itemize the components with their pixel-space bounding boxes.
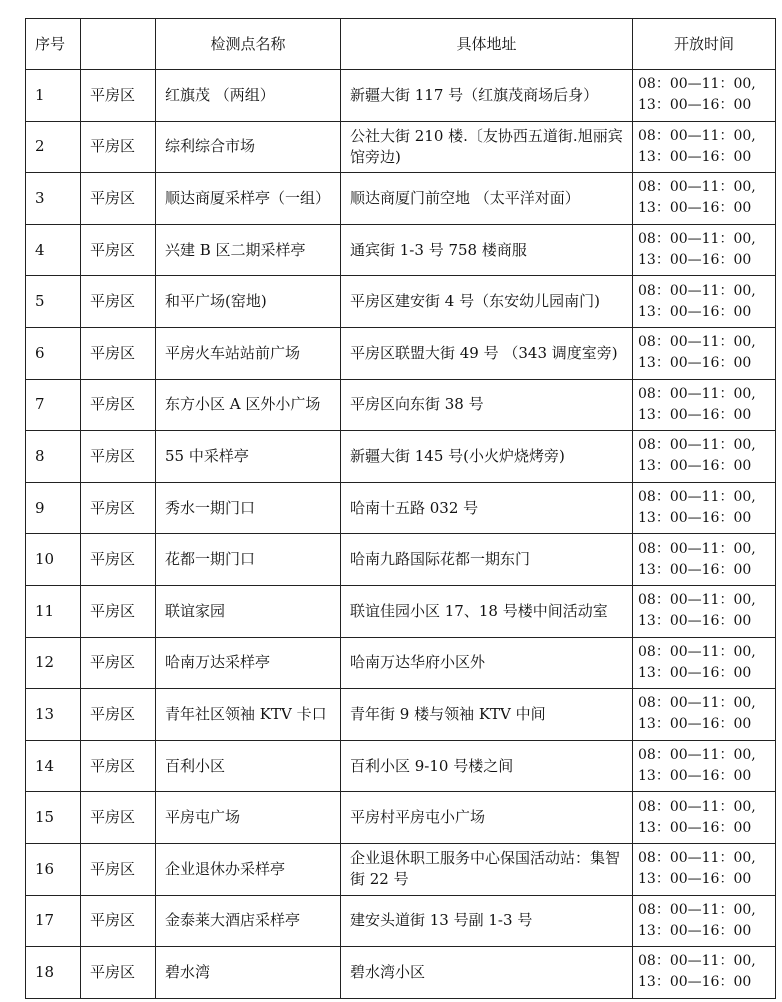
opening-hours-cell: [633, 482, 776, 534]
table-row: [26, 121, 776, 173]
header-district: [81, 19, 156, 70]
site-name-cell: 55 中采样亭: [156, 431, 341, 483]
site-name-cell: 综利综合市场: [156, 121, 341, 173]
site-name-cell: 百利小区: [156, 740, 341, 792]
district-cell: 平房区: [81, 637, 156, 689]
morning-hours: 08：00—11：00,: [638, 798, 756, 815]
table-row: [26, 585, 776, 637]
afternoon-hours: 13：00—16：00: [638, 561, 752, 578]
opening-hours-cell: [633, 585, 776, 637]
afternoon-hours: 13：00—16：00: [638, 613, 752, 630]
afternoon-hours: 13：00—16：00: [638, 664, 752, 681]
header-opening-hours: 开放时间: [633, 19, 776, 70]
address-cell: 青年街 9 楼与领袖 KTV 中间: [341, 689, 633, 741]
opening-hours-cell: [633, 740, 776, 792]
testing-sites-table: [25, 18, 776, 999]
site-name-cell: 平房火车站站前广场: [156, 327, 341, 379]
morning-hours: 08：00—11：00,: [638, 643, 756, 660]
serial-number-cell: 4: [26, 224, 81, 276]
opening-hours-cell: [633, 534, 776, 586]
district-cell: 平房区: [81, 379, 156, 431]
afternoon-hours: 13：00—16：00: [638, 510, 752, 527]
table-row: [26, 792, 776, 844]
table-row: [26, 276, 776, 328]
opening-hours-cell: [633, 327, 776, 379]
district-cell: 平房区: [81, 947, 156, 999]
afternoon-hours: 13：00—16：00: [638, 768, 752, 785]
afternoon-hours: 13：00—16：00: [638, 97, 752, 114]
afternoon-hours: 13：00—16：00: [638, 148, 752, 165]
table-body: [26, 70, 776, 999]
address-cell: 碧水湾小区: [341, 947, 633, 999]
serial-number-cell: 16: [26, 843, 81, 895]
afternoon-hours: 13：00—16：00: [638, 406, 752, 423]
site-name-cell: 顺达商厦采样亭（一组）: [156, 173, 341, 225]
serial-number-cell: 9: [26, 482, 81, 534]
serial-number-cell: 7: [26, 379, 81, 431]
morning-hours: 08：00—11：00,: [638, 953, 756, 970]
serial-number-cell: 10: [26, 534, 81, 586]
table-row: [26, 534, 776, 586]
afternoon-hours: 13：00—16：00: [638, 303, 752, 320]
serial-number-cell: 5: [26, 276, 81, 328]
afternoon-hours: 13：00—16：00: [638, 922, 752, 939]
address-cell: 哈南九路国际花都一期东门: [341, 534, 633, 586]
address-cell: 平房区联盟大街 49 号 （343 调度室旁): [341, 327, 633, 379]
district-cell: 平房区: [81, 534, 156, 586]
header-serial-number: 序号: [26, 19, 81, 70]
serial-number-cell: 12: [26, 637, 81, 689]
site-name-cell: 青年社区领袖 KTV 卡口: [156, 689, 341, 741]
district-cell: 平房区: [81, 70, 156, 122]
opening-hours-cell: [633, 224, 776, 276]
afternoon-hours: 13：00—16：00: [638, 819, 752, 836]
morning-hours: 08：00—11：00,: [638, 334, 756, 351]
site-name-cell: 红旗茂 （两组）: [156, 70, 341, 122]
opening-hours-cell: [633, 276, 776, 328]
afternoon-hours: 13：00—16：00: [638, 458, 752, 475]
opening-hours-cell: [633, 379, 776, 431]
morning-hours: 08：00—11：00,: [638, 901, 756, 918]
serial-number-cell: 11: [26, 585, 81, 637]
opening-hours-cell: [633, 792, 776, 844]
morning-hours: 08：00—11：00,: [638, 540, 756, 557]
address-cell: 哈南十五路 032 号: [341, 482, 633, 534]
site-name-cell: 企业退休办采样亭: [156, 843, 341, 895]
table-row: [26, 173, 776, 225]
address-cell: 哈南万达华府小区外: [341, 637, 633, 689]
site-name-cell: 金泰莱大酒店采样亭: [156, 895, 341, 947]
address-cell: 建安头道街 13 号副 1-3 号: [341, 895, 633, 947]
district-cell: 平房区: [81, 431, 156, 483]
district-cell: 平房区: [81, 276, 156, 328]
site-name-cell: 哈南万达采样亭: [156, 637, 341, 689]
table-row: [26, 843, 776, 895]
serial-number-cell: 17: [26, 895, 81, 947]
district-cell: 平房区: [81, 792, 156, 844]
table-row: [26, 327, 776, 379]
morning-hours: 08：00—11：00,: [638, 437, 756, 454]
serial-number-cell: 15: [26, 792, 81, 844]
morning-hours: 08：00—11：00,: [638, 385, 756, 402]
table-header-row: [26, 19, 776, 70]
serial-number-cell: 6: [26, 327, 81, 379]
address-cell: 百利小区 9-10 号楼之间: [341, 740, 633, 792]
header-site-name: 检测点名称: [156, 19, 341, 70]
morning-hours: 08：00—11：00,: [638, 850, 756, 867]
afternoon-hours: 13：00—16：00: [638, 355, 752, 372]
address-cell: 公社大街 210 楼.〔友协西五道街.旭丽宾馆旁边): [341, 121, 633, 173]
address-cell: 新疆大街 145 号(小火炉烧烤旁): [341, 431, 633, 483]
district-cell: 平房区: [81, 224, 156, 276]
afternoon-hours: 13：00—16：00: [638, 716, 752, 733]
serial-number-cell: 14: [26, 740, 81, 792]
opening-hours-cell: [633, 70, 776, 122]
morning-hours: 08：00—11：00,: [638, 592, 756, 609]
afternoon-hours: 13：00—16：00: [638, 974, 752, 991]
afternoon-hours: 13：00—16：00: [638, 871, 752, 888]
district-cell: 平房区: [81, 895, 156, 947]
afternoon-hours: 13：00—16：00: [638, 200, 752, 217]
morning-hours: 08：00—11：00,: [638, 489, 756, 506]
morning-hours: 08：00—11：00,: [638, 76, 756, 93]
district-cell: 平房区: [81, 121, 156, 173]
site-name-cell: 兴建 B 区二期采样亭: [156, 224, 341, 276]
site-name-cell: 花都一期门口: [156, 534, 341, 586]
table-row: [26, 689, 776, 741]
table-row: [26, 431, 776, 483]
site-name-cell: 碧水湾: [156, 947, 341, 999]
district-cell: 平房区: [81, 843, 156, 895]
district-cell: 平房区: [81, 585, 156, 637]
morning-hours: 08：00—11：00,: [638, 282, 756, 299]
morning-hours: 08：00—11：00,: [638, 179, 756, 196]
serial-number-cell: 13: [26, 689, 81, 741]
address-cell: 新疆大街 117 号（红旗茂商场后身）: [341, 70, 633, 122]
district-cell: 平房区: [81, 327, 156, 379]
header-address: 具体地址: [341, 19, 633, 70]
table-row: [26, 895, 776, 947]
opening-hours-cell: [633, 173, 776, 225]
address-cell: 顺达商厦门前空地 （太平洋对面）: [341, 173, 633, 225]
opening-hours-cell: [633, 947, 776, 999]
address-cell: 平房村平房屯小广场: [341, 792, 633, 844]
site-name-cell: 东方小区 A 区外小广场: [156, 379, 341, 431]
serial-number-cell: 18: [26, 947, 81, 999]
opening-hours-cell: [633, 431, 776, 483]
morning-hours: 08：00—11：00,: [638, 127, 756, 144]
district-cell: 平房区: [81, 740, 156, 792]
district-cell: 平房区: [81, 689, 156, 741]
table-row: [26, 740, 776, 792]
address-cell: 联谊佳园小区 17、18 号楼中间活动室: [341, 585, 633, 637]
serial-number-cell: 1: [26, 70, 81, 122]
opening-hours-cell: [633, 121, 776, 173]
district-cell: 平房区: [81, 482, 156, 534]
table-row: [26, 70, 776, 122]
site-name-cell: 联谊家园: [156, 585, 341, 637]
table-row: [26, 482, 776, 534]
table-row: [26, 379, 776, 431]
morning-hours: 08：00—11：00,: [638, 747, 756, 764]
address-cell: 平房区建安街 4 号（东安幼儿园南门): [341, 276, 633, 328]
serial-number-cell: 3: [26, 173, 81, 225]
opening-hours-cell: [633, 637, 776, 689]
site-name-cell: 和平广场(窑地): [156, 276, 341, 328]
opening-hours-cell: [633, 843, 776, 895]
table-row: [26, 224, 776, 276]
serial-number-cell: 2: [26, 121, 81, 173]
table-row: [26, 637, 776, 689]
opening-hours-cell: [633, 689, 776, 741]
morning-hours: 08：00—11：00,: [638, 231, 756, 248]
opening-hours-cell: [633, 895, 776, 947]
site-name-cell: 平房屯广场: [156, 792, 341, 844]
afternoon-hours: 13：00—16：00: [638, 252, 752, 269]
district-cell: 平房区: [81, 173, 156, 225]
table-row: [26, 947, 776, 999]
address-cell: 平房区向东街 38 号: [341, 379, 633, 431]
address-cell: 通宾街 1-3 号 758 楼商服: [341, 224, 633, 276]
site-name-cell: 秀水一期门口: [156, 482, 341, 534]
morning-hours: 08：00—11：00,: [638, 695, 756, 712]
serial-number-cell: 8: [26, 431, 81, 483]
address-cell: 企业退休职工服务中心保国活动站：集智街 22 号: [341, 843, 633, 895]
